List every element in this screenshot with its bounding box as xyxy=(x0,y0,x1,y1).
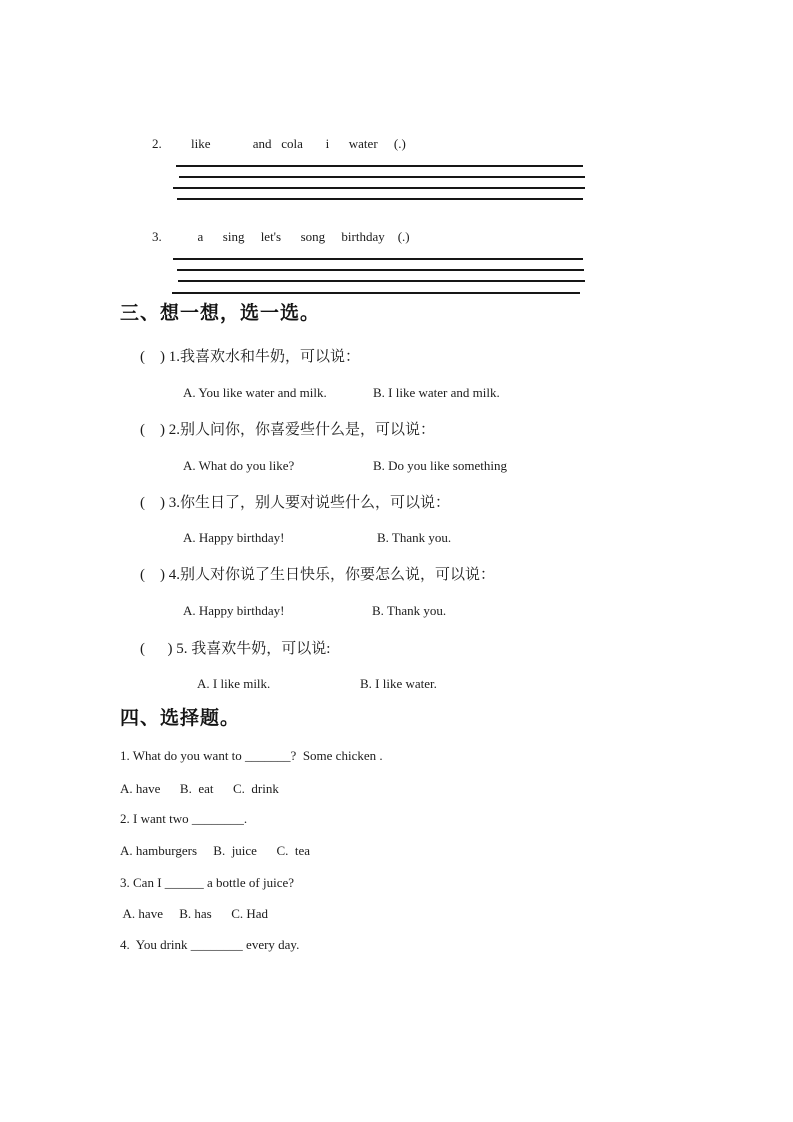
s4-question-4: 4. You drink ________ every day. xyxy=(120,937,300,952)
s3-q3-option-a: A. Happy birthday! xyxy=(183,530,285,545)
writing-line xyxy=(178,280,585,282)
section-3-title: 三、想一想，选一选。 xyxy=(120,303,321,324)
rearrange-question-3: 3. a sing let's song birthday (.) xyxy=(152,229,410,244)
s3-q4-option-b: B. Thank you. xyxy=(372,603,447,618)
writing-line xyxy=(173,258,583,260)
writing-line xyxy=(177,269,584,271)
s3-q5-option-b: B. I like water. xyxy=(360,676,437,691)
writing-line xyxy=(179,176,585,178)
s3-question-2-stem: ( ) 2.别人问你，你喜爱些什么是，可以说： xyxy=(140,422,435,438)
section-4-title: 四、选择题。 xyxy=(120,708,241,729)
writing-line xyxy=(173,187,585,189)
rearrange-question-2: 2. like and cola i water (.) xyxy=(152,136,406,151)
s3-question-3-stem: ( ) 3.你生日了，别人要对说些什么，可以说： xyxy=(140,495,450,511)
s3-q5-option-a: A. I like milk. xyxy=(197,676,271,691)
writing-line xyxy=(172,292,580,294)
s4-question-2: 2. I want two ________. xyxy=(120,811,248,826)
s4-question-3: 3. Can I ______ a bottle of juice? xyxy=(120,875,295,890)
s3-q1-option-b: B. I like water and milk. xyxy=(373,385,500,400)
s3-q3-option-b: B. Thank you. xyxy=(377,530,452,545)
s4-question-1: 1. What do you want to _______? Some chicken . xyxy=(120,748,383,763)
s4-q1-options: A. have B. eat C. drink xyxy=(120,781,279,796)
writing-line xyxy=(177,198,583,200)
s4-q3-options: A. have B. has C. Had xyxy=(120,906,269,921)
s3-q1-option-a: A. You like water and milk. xyxy=(183,385,327,400)
s3-q2-option-b: B. Do you like something xyxy=(373,458,507,473)
s3-question-4-stem: ( ) 4.别人对你说了生日快乐，你要怎么说，可以说： xyxy=(140,567,495,583)
s3-q2-option-a: A. What do you like? xyxy=(183,458,295,473)
s4-q2-options: A. hamburgers B. juice C. tea xyxy=(120,843,311,858)
s3-question-1-stem: ( ) 1.我喜欢水和牛奶，可以说： xyxy=(140,349,360,365)
s3-q4-option-a: A. Happy birthday! xyxy=(183,603,285,618)
writing-line xyxy=(176,165,583,167)
s3-question-5-stem: ( ) 5. 我喜欢牛奶，可以说: xyxy=(140,641,331,657)
